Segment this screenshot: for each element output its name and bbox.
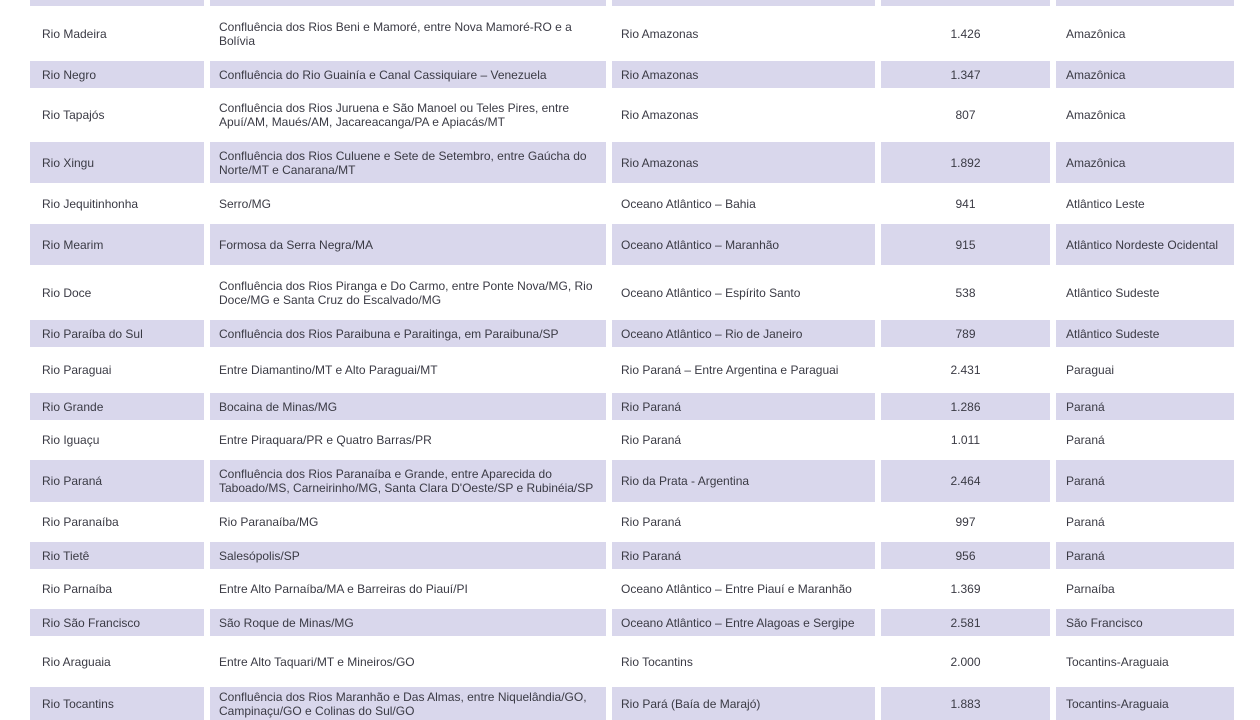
cell-river-name: Rio Xingu xyxy=(30,142,204,183)
cell-mouth: Rio Pará (Baía de Marajó) xyxy=(612,687,875,720)
cell-river-name: Rio Iguaçu xyxy=(42,433,100,447)
cell-length: 789 xyxy=(881,320,1050,347)
cell-region: Amazônica xyxy=(1066,26,1126,41)
table-row xyxy=(0,142,1260,183)
cell-mouth: Rio Paraná xyxy=(621,515,682,529)
cell-length: 538 xyxy=(955,285,976,300)
cell-origin xyxy=(210,0,606,6)
cell-mouth: Oceano Atlântico – Rio de Janeiro xyxy=(612,320,875,347)
table-row xyxy=(0,508,1260,536)
cell-origin: Confluência dos Rios Piranga e Do Carmo, entre Ponte Nova/MG, Rio Doce/MG e Santa Cruz do Escalvado/MG xyxy=(219,278,593,307)
cell-origin: Confluência dos Rios Culuene e Sete de Setembro, entre Gaúcha do Norte/MT e Canarana/MT xyxy=(210,142,606,183)
cell-region: Paraná xyxy=(1056,460,1234,502)
cell-length: 1.347 xyxy=(881,61,1050,88)
cell-origin: Entre Piraquara/PR e Quatro Barras/PR xyxy=(219,433,432,447)
cell-origin: Entre Diamantino/MT e Alto Paraguai/MT xyxy=(219,363,438,377)
cell-mouth: Rio Paraná xyxy=(621,433,682,447)
cell-region: Amazônica xyxy=(1056,61,1234,88)
cell-river-name: Rio Parnaíba xyxy=(42,582,113,596)
cell-river-name: Rio Araguaia xyxy=(42,654,111,669)
cell-origin: Confluência dos Rios Beni e Mamoré, entre Nova Mamoré-RO e a Bolívia xyxy=(219,19,572,48)
cell-region: Paraná xyxy=(1066,433,1105,447)
table-row xyxy=(0,687,1260,720)
cell-origin: Confluência dos Rios Maranhão e Das Almas, entre Niquelândia/GO, Campinaçu/GO e Colinas do Sul/GO xyxy=(210,687,606,720)
cell-length: 1.426 xyxy=(950,26,981,41)
cell-origin: Confluência dos Rios Juruena e São Manoel ou Teles Pires, entre Apuí/AM, Maués/AM, Jacareacanga/PA e Apiacás/MT xyxy=(219,101,569,129)
cell-mouth xyxy=(612,0,875,6)
table-row xyxy=(0,609,1260,636)
cell-river-name: Rio Tocantins xyxy=(30,687,204,720)
cell-origin: Rio Paranaíba/MG xyxy=(219,515,319,529)
cell-length: 1.286 xyxy=(881,393,1050,420)
cell-river-name: Rio Grande xyxy=(30,393,204,420)
cell-origin: Serro/MG xyxy=(219,196,272,211)
table-row xyxy=(0,189,1260,218)
cell-length: 2.464 xyxy=(881,460,1050,502)
table-row xyxy=(0,460,1260,502)
cell-river-name: Rio São Francisco xyxy=(30,609,204,636)
cell-river-name: Rio Madeira xyxy=(42,26,107,41)
cell-length: 1.011 xyxy=(950,433,981,447)
cell-river-name: Rio Paranaíba xyxy=(42,515,119,529)
table-row xyxy=(0,94,1260,136)
cell-region xyxy=(1056,0,1234,6)
cell-origin: Formosa da Serra Negra/MA xyxy=(210,224,606,265)
cell-mouth: Rio Amazonas xyxy=(612,142,875,183)
cell-river-name: Rio Negro xyxy=(30,61,204,88)
cell-mouth: Rio Amazonas xyxy=(612,61,875,88)
cell-river-name: Rio Tietê xyxy=(30,542,204,569)
table-row xyxy=(0,642,1260,681)
cell-region: São Francisco xyxy=(1056,609,1234,636)
cell-region: Paraguai xyxy=(1066,363,1115,377)
cell-length: 2.581 xyxy=(881,609,1050,636)
table-row xyxy=(0,12,1260,55)
cell-region: Parnaíba xyxy=(1066,582,1115,596)
cell-region: Paraná xyxy=(1056,542,1234,569)
cell-region: Amazônica xyxy=(1056,142,1234,183)
cell-mouth: Rio Amazonas xyxy=(621,108,699,122)
cell-length: 1.892 xyxy=(881,142,1050,183)
cell-length: 807 xyxy=(955,108,976,122)
cell-river-name: Rio Paraíba do Sul xyxy=(30,320,204,347)
table-row xyxy=(0,393,1260,420)
cell-origin: Bocaina de Minas/MG xyxy=(210,393,606,420)
cell-mouth: Oceano Atlântico – Maranhão xyxy=(612,224,875,265)
table-row xyxy=(0,426,1260,454)
cell-origin: Confluência dos Rios Paranaíba e Grande, entre Aparecida do Taboado/MS, Carneirinho/MG, Santa Clara D'Oeste/SP e Rubinéia/SP xyxy=(210,460,606,502)
cell-mouth: Rio Amazonas xyxy=(621,26,699,41)
cell-region: Amazônica xyxy=(1066,108,1126,122)
table-row xyxy=(0,0,1260,6)
cell-mouth: Oceano Atlântico – Espírito Santo xyxy=(621,285,801,300)
cell-mouth: Oceano Atlântico – Entre Piauí e Maranhão xyxy=(621,582,852,596)
cell-length xyxy=(881,0,1050,6)
cell-origin: Confluência do Rio Guainía e Canal Cassiquiare – Venezuela xyxy=(210,61,606,88)
cell-river-name: Rio Doce xyxy=(42,285,92,300)
cell-region: Atlântico Leste xyxy=(1066,196,1145,211)
cell-region: Atlântico Nordeste Ocidental xyxy=(1056,224,1234,265)
cell-length: 2.431 xyxy=(950,363,981,377)
cell-region: Atlântico Sudeste xyxy=(1056,320,1234,347)
cell-river-name: Rio Mearim xyxy=(30,224,204,265)
cell-mouth: Rio Paraná xyxy=(612,393,875,420)
cell-length: 941 xyxy=(955,196,976,211)
cell-mouth: Oceano Atlântico – Bahia xyxy=(621,196,756,211)
cell-river-name: Rio Paraguai xyxy=(42,363,112,377)
cell-region: Atlântico Sudeste xyxy=(1066,285,1160,300)
cell-origin: Confluência dos Rios Paraibuna e Paraitinga, em Paraibuna/SP xyxy=(210,320,606,347)
table-row xyxy=(0,320,1260,347)
cell-mouth: Oceano Atlântico – Entre Alagoas e Sergipe xyxy=(612,609,875,636)
cell-origin: Salesópolis/SP xyxy=(210,542,606,569)
cell-mouth: Rio Paraná – Entre Argentina e Paraguai xyxy=(621,363,839,377)
cell-length: 1.883 xyxy=(881,687,1050,720)
cell-river-name: Rio Jequitinhonha xyxy=(42,196,139,211)
cell-river-name xyxy=(30,0,204,6)
table-row xyxy=(0,542,1260,569)
cell-length: 956 xyxy=(881,542,1050,569)
cell-length: 915 xyxy=(881,224,1050,265)
cell-region: Paraná xyxy=(1066,515,1105,529)
cell-mouth: Rio da Prata - Argentina xyxy=(612,460,875,502)
table-row xyxy=(0,61,1260,88)
cell-origin: São Roque de Minas/MG xyxy=(210,609,606,636)
table-row xyxy=(0,353,1260,387)
cell-mouth: Rio Tocantins xyxy=(621,654,693,669)
cell-origin: Entre Alto Taquari/MT e Mineiros/GO xyxy=(219,654,415,669)
cell-region: Tocantins-Araguaia xyxy=(1056,687,1234,720)
cell-river-name: Rio Paraná xyxy=(30,460,204,502)
cell-length: 997 xyxy=(955,515,976,529)
cell-river-name: Rio Tapajós xyxy=(42,108,105,122)
cell-region: Tocantins-Araguaia xyxy=(1066,654,1169,669)
table-row xyxy=(0,224,1260,265)
cell-origin: Entre Alto Parnaíba/MA e Barreiras do Piauí/PI xyxy=(219,582,468,596)
table-row xyxy=(0,575,1260,603)
cell-mouth: Rio Paraná xyxy=(612,542,875,569)
cell-length: 2.000 xyxy=(950,654,981,669)
cell-length: 1.369 xyxy=(950,582,981,596)
table-row xyxy=(0,271,1260,314)
cell-region: Paraná xyxy=(1056,393,1234,420)
